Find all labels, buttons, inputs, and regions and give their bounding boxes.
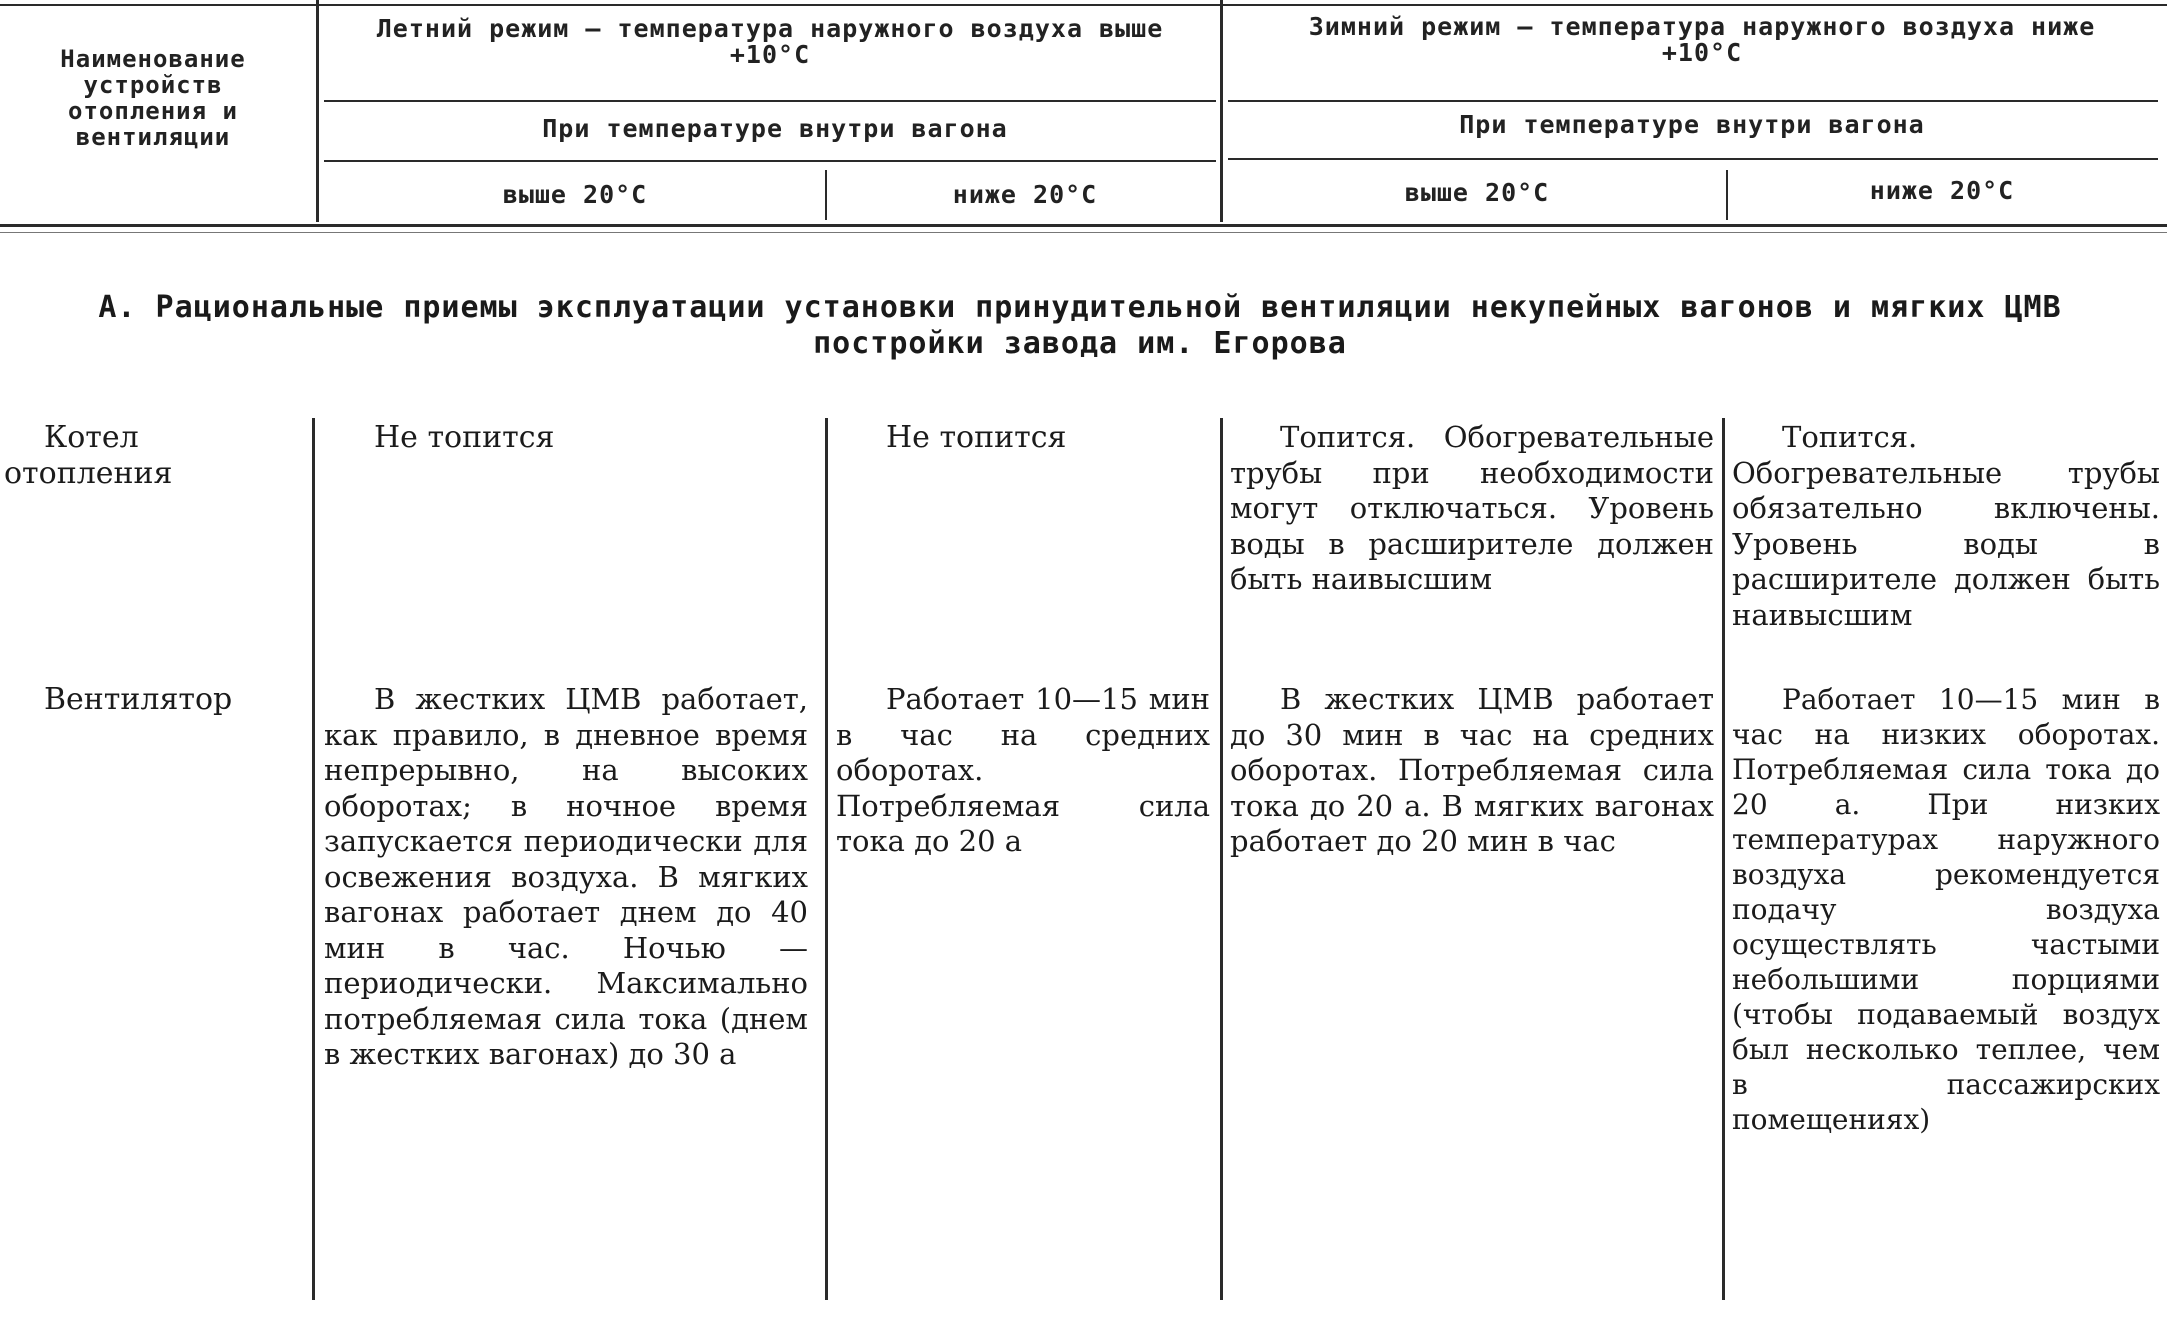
subcol-summer-below: ниже 20°С <box>952 180 1098 209</box>
section-title: А. Рациональные приемы эксплуатации установки принудительной вентиляции некупейных вагонов и мягких ЦМВ постройки завода им. Егорова <box>98 290 2062 361</box>
inside-temp-winter-header: При температуре внутри вагона <box>1459 110 1925 139</box>
inside-temp-summer-header: При температуре внутри вагона <box>542 114 1008 143</box>
header-bottom-rule-thin <box>0 232 2167 233</box>
subcol-winter-above: выше 20°С <box>1404 178 1550 207</box>
header-bottom-rule <box>0 224 2167 227</box>
cell-fan-summer-above: В жестких ЦМВ работает, как правило, в дневное время непрерывно, на высоких оборотах; в ночное время запускается периодически для освежения воздуха. В мягких вагонах работает днем до 40 мин в час. Ночью — периодически. Максимально потребляемая сила тока (днем в жестких вагонах) до 30 а <box>324 682 808 1071</box>
header-top-rule <box>0 4 2167 6</box>
summer-inside-rule <box>324 160 1216 162</box>
winter-mode-header: Зимний режим — температура наружного воздуха ниже +10°С <box>1308 12 2096 67</box>
body-divider-4 <box>1722 418 1725 1300</box>
summer-mode-header: Летний режим — температура наружного воздуха выше +10°С <box>376 14 1164 69</box>
row-label-fan: Вентилятор <box>44 682 233 717</box>
summer-mode-rule <box>324 100 1216 102</box>
device-column-header: Наименование устройств отопления и вентиляции <box>60 45 246 151</box>
subcol-winter-below: ниже 20°С <box>1869 176 2015 205</box>
cell-boiler-winter-below: Топится. Обогревательные трубы обязательно включены. Уровень воды в расширителе должен быть наивысшим <box>1732 420 2160 632</box>
cell-boiler-summer-below: Не топится <box>886 420 1067 455</box>
header-divider-mode <box>1220 0 1223 222</box>
header-divider-winter-sub <box>1726 170 1728 220</box>
body-divider-3 <box>1220 418 1223 1300</box>
table-header <box>0 0 2167 228</box>
cell-fan-winter-below: Работает 10—15 мин в час на низких оборотах. Потребляемая сила тока до 20 а. При низких температурах наружного воздуха рекомендуется подачу воздуха осуществлять частыми небольшими порциями (чтобы подаваемый воздух был несколько теплее, чем в пассажирских помещениях) <box>1732 683 2160 1136</box>
header-divider-device <box>316 0 319 222</box>
row-label-boiler: Котел отопления <box>4 420 173 491</box>
cell-boiler-winter-above: Топится. Обогревательные трубы при необходимости могут отключаться. Уровень воды в расширителе должен быть наивысшим <box>1230 420 1714 596</box>
cell-fan-summer-below: Работает 10—15 мин в час на средних оборотах. Потребляемая сила тока до 20 а <box>836 682 1210 858</box>
winter-inside-rule <box>1228 158 2158 160</box>
cell-fan-winter-above: В жестких ЦМВ работает до 30 мин в час на средних оборотах. Потребляемая сила тока до 20 а. В мягких вагонах работает до 20 мин в час <box>1230 682 1714 858</box>
cell-boiler-summer-above: Не топится <box>374 420 555 455</box>
header-divider-summer-sub <box>825 170 827 220</box>
body-divider-1 <box>312 418 315 1300</box>
winter-mode-rule <box>1228 100 2158 102</box>
subcol-summer-above: выше 20°С <box>502 180 648 209</box>
body-divider-2 <box>825 418 828 1300</box>
